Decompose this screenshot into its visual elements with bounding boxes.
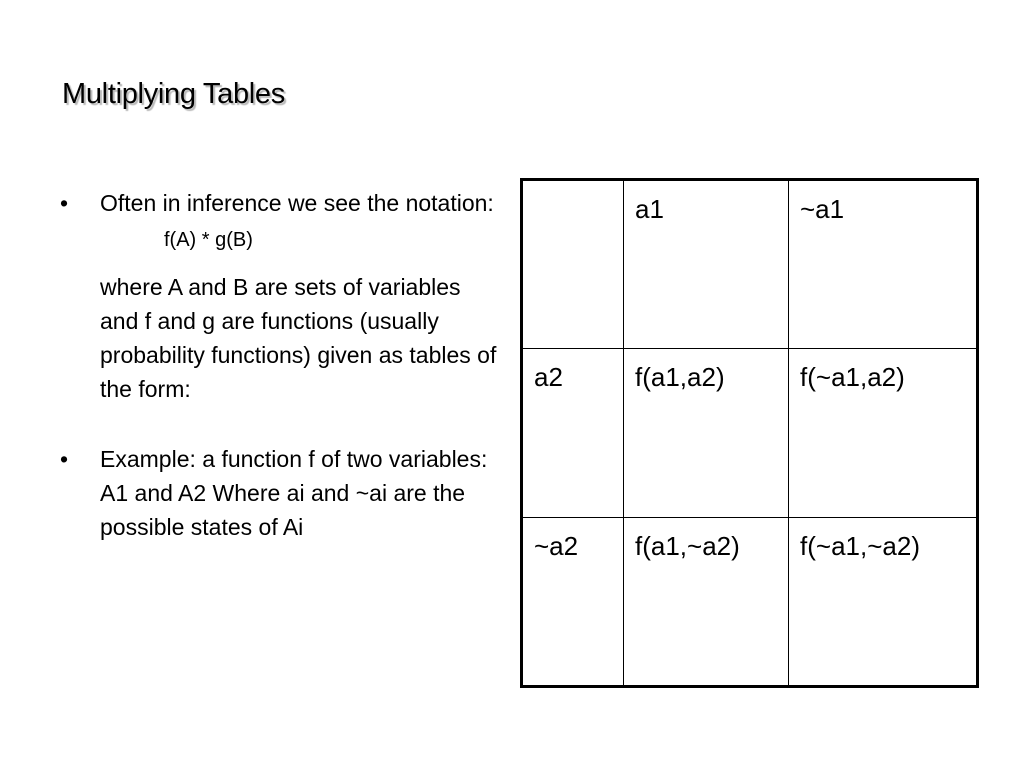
table-row [522,518,978,687]
bullet-text: Example: a function f of two variables: A1 and A2 Where ai and ~ai are the possible states of Ai [100,446,488,540]
bullet-marker: • [60,446,69,472]
slide-title: Multiplying Tables [62,78,285,110]
table-row-header-cell: ~a2 [522,518,624,687]
bullet-list [60,186,500,544]
table-row-header-cell: a2 [522,349,624,518]
table-header-cell: ~a1 [789,180,978,349]
bullet-text: Often in inference we see the notation: [100,190,494,216]
table-header-cell: a1 [624,180,789,349]
table-header-row [522,180,978,349]
table-corner-cell [522,180,624,349]
bullet-marker: • [60,190,69,216]
table-row [522,349,978,518]
table-cell: f(~a1,a2) [789,349,978,518]
bullet-item [60,186,500,220]
table-cell: f(a1,a2) [624,349,789,518]
table-cell: f(a1,~a2) [624,518,789,687]
bullet-continuation: where A and B are sets of variables and f and g are functions (usually probability functions) given as tables of the form: [100,274,497,402]
table-cell: f(~a1,~a2) [789,518,978,687]
factor-table [520,178,979,688]
bullet-item [60,442,500,544]
formula: f(A) * g(B) [164,229,253,251]
